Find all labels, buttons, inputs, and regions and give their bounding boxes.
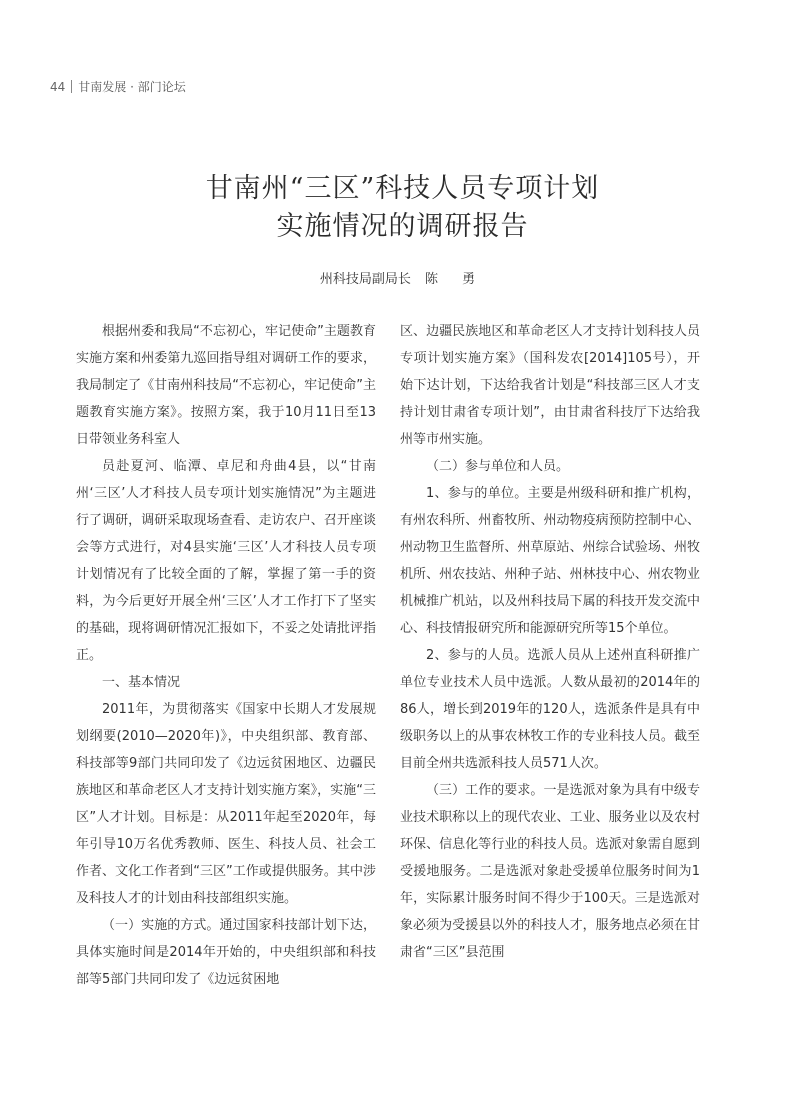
author-role: 州科技局副局长 <box>319 272 411 287</box>
paragraph: 员赴夏河、临潭、卓尼和舟曲4县，以“甘南州‘三区’人才科技人员专项计划实施情况”为主题进行了调研，调研采取现场查看、走访农户、召开座谈会等方式进行，对4县实施‘三区’人才科技人员专项计划情况有了比较全面的了解，掌握了第一手的资料，为今后更好开展全州‘三区’人才工作打下了坚实的基础，现将调研情况汇报如下，不妥之处请批评指正。 <box>76 459 376 663</box>
byline <box>0 268 805 287</box>
left-column <box>76 318 376 993</box>
title-line-1: 甘南州“三区”科技人员专项计划 <box>205 173 600 204</box>
paragraph: 1、参与的单位。主要是州级科研和推广机构，有州农科所、州畜牧所、州动物疫病预防控制中心、州动物卫生监督所、州草原站、州综合试验场、州牧机所、州农技站、州种子站、州林技中心、州农物业机械推广机站，以及州科技局下属的科技开发交流中心、科技情报研究所和能源研究所等15个单位。 <box>400 486 700 636</box>
paragraph: （一）实施的方式。通过国家科技部计划下达，具体实施时间是2014年开始的，中央组织部和科技部等5部门共同印发了《边远贫困地 <box>76 918 376 987</box>
section-label: 甘南发展 · 部门论坛 <box>78 80 186 94</box>
header-divider <box>71 80 72 93</box>
paragraph: （三）工作的要求。一是选派对象为具有中级专业技术职称以上的现代农业、工业、服务业以及农村环保、信息化等行业的科技人员。选派对象需自愿到受援地服务。二是选派对象赴受援单位服务时间为1年，实际累计服务时间不得少于100天。三是选派对象必须为受援县以外的科技人才，服务地点必须在甘肃省“三区”县范围 <box>400 783 700 960</box>
paragraph: 根据州委和我局“不忘初心，牢记使命”主题教育实施方案和州委第九巡回指导组对调研工作的要求，我局制定了《甘南州科技局“不忘初心，牢记使命”主题教育实施方案》。按照方案，我于10月11日至13日带领业务科室人 <box>76 324 376 447</box>
paragraph: 2、参与的人员。选派人员从上述州直科研推广单位专业技术人员中选派。人数从最初的2014年的86人，增长到2019年的120人，选派条件是具有中级职务以上的从事农林牧工作的专业科技人员。截至目前全州共选派科技人员571人次。 <box>400 648 700 771</box>
page-number: 44 <box>50 80 66 94</box>
right-column <box>400 318 700 966</box>
paragraph: 2011年，为贯彻落实《国家中长期人才发展规划纲要(2010—2020年)》，中央组织部、教育部、科技部等9部门共同印发了《边远贫困地区、边疆民族地区和革命老区人才支持计划实施方案》，实施“三区”人才计划。目标是：从2011年起至2020年，每年引导10万名优秀教师、医生、科技人员、社会工作者、文化工作者到“三区”工作或提供服务。其中涉及科技人才的计划由科技部组织实施。 <box>76 702 376 906</box>
title-line-2: 实施情况的调研报告 <box>276 211 529 242</box>
paragraph: 区、边疆民族地区和革命老区人才支持计划科技人员专项计划实施方案》（国科发农[2014]105号），开始下达计划，下达给我省计划是“科技部三区人才支持计划甘肃省专项计划”，由甘肃省科技厅下达给我州等市州实施。 <box>400 324 700 447</box>
author-name: 陈 勇 <box>424 272 486 287</box>
article-title <box>0 170 805 246</box>
running-header <box>50 78 186 95</box>
subsection-heading: （二）参与单位和人员。 <box>426 459 570 474</box>
section-heading: 一、基本情况 <box>102 675 181 690</box>
